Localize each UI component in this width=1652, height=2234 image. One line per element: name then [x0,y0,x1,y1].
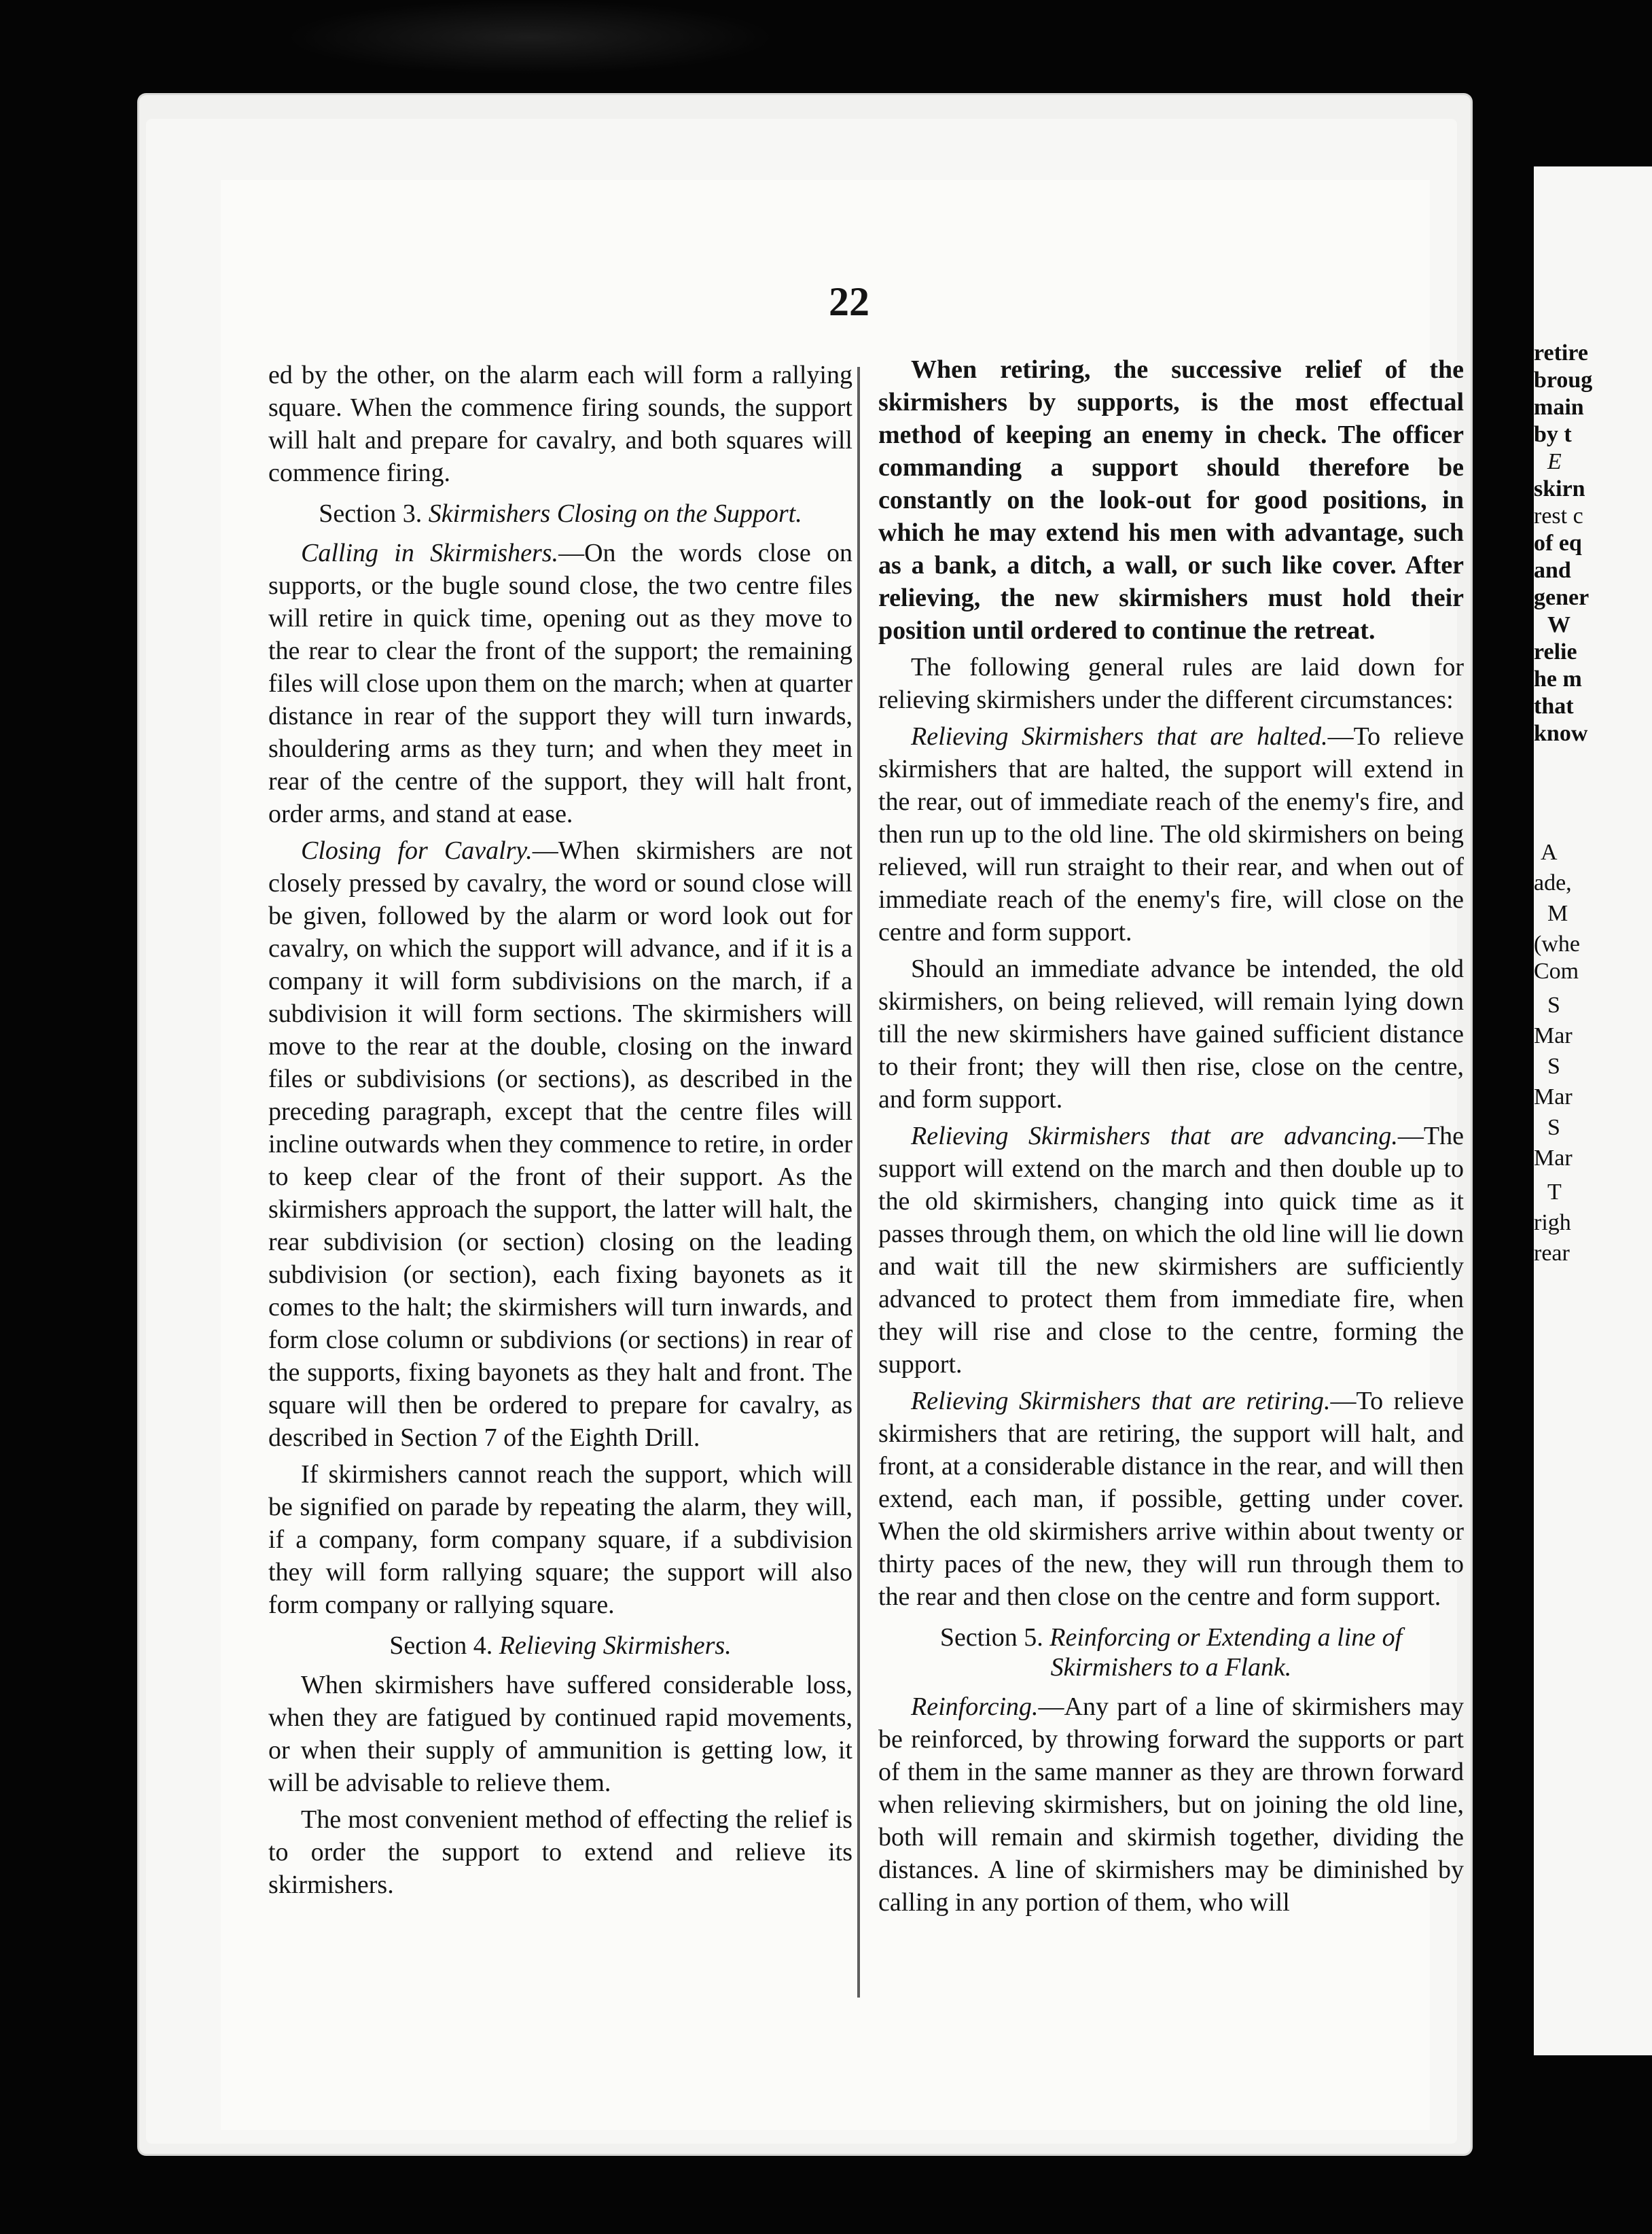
paragraph: ed by the other, on the alarm each will form a rallying square. When the commence firing sounds, the support will halt and prepare for cavalry, and both squares will commence firing. [268,361,852,487]
paragraph [878,1120,1464,1381]
column-rule [857,367,860,1998]
fragment: S [1547,1054,1560,1079]
fragment: E [1547,449,1562,474]
fragment: by t [1534,422,1572,447]
scan-shadow [285,0,774,75]
fragment: S [1547,1115,1560,1140]
paragraph [268,834,852,1454]
fragment: M [1547,901,1568,926]
fragment: rear [1534,1241,1570,1266]
paragraph-text: —To relieve skirmishers that are halted, the support will extend in the rear, out of immediate reach of the enemy's fire, and then run up to the old line. The old skirmishers on being relieved, will run straight to their rear, and when out of immediate reach of the enemy's fire, will close on the centre and form support. [878,722,1464,946]
paragraph: The following general rules are laid down for relieving skirmishers under the different circumstances: [878,653,1464,714]
section-title: Reinforcing or Extending a line of Skirmishers to a Flank. [1049,1623,1403,1682]
fragment: of eq [1534,531,1582,556]
fragment: Com [1534,959,1579,984]
fragment: relie [1534,639,1577,664]
paragraph [878,1385,1464,1613]
fragment: that [1534,694,1574,719]
fragment: W [1547,612,1570,637]
paragraph-text: —When skirmishers are not closely pressed by cavalry, the word or sound close will be given, followed by the alarm or word look out for cavalry, on which the support will advance, and if it is a company it will form subdivisions on the march, if a subdivision it will form sections. The skirmishers will move to the rear at the double, closing on the inward files or subdivisions (or sections), as described in the preceding paragraph, except that the centre files will incline outwards when they commence to retire, in order to keep clear of the front of their support. As the skirmishers approach the support, the latter will halt, the rear subdivision (or section) closing on the leading subdivision (or section), each fixing bayonets as it comes to the halt; the skirmishers will turn inwards, and form close column or subdivions (or sections) in rear of the supports, fixing bayonets as they halt and front. The square will then be ordered to prepare for cavalry, as described in Section 7 of the Eighth Drill. [268,836,853,1452]
right-column [878,353,1464,2154]
fragment: rest c [1534,503,1583,529]
page-number: 22 [829,279,869,324]
run-in-heading: Relieving Skirmishers that are halted. [911,722,1328,751]
section-label: Section 3. [319,499,423,528]
paragraph: When retiring, the successive relief of the skirmishers by supports, is the most effectual method of keeping an enemy in check. The officer commanding a support should therefore be constantly on the look-out for good positions, in which he may extend his men with advantage, such as a bank, a ditch, a wall, or such like cover. After relieving, the new skirmishers must hold their position until ordered to continue the retreat. [878,355,1464,645]
fragment: Mar [1534,1146,1573,1171]
fragment: and [1534,558,1571,583]
paragraph: Should an immediate advance be intended, the old skirmishers, on being relieved, will remain lying down till the new skirmishers have gained sufficient distance to their front; they will then rise, close on the centre, and form support. [878,955,1464,1114]
fragment: he m [1534,667,1582,692]
fragment: gener [1534,585,1590,610]
paragraph-text: —To relieve skirmishers that are retiring, the support will halt, and front, at a considerable distance in the rear, and will then extend, each man, if possible, getting under cover. When the old skirmishers arrive within about twenty or thirty paces of the new, they will run through them to the rear and then close on the centre and form support. [878,1387,1464,1611]
run-in-heading: Relieving Skirmishers that are retiring. [911,1387,1331,1415]
left-column [268,359,852,2152]
paragraph [878,720,1464,948]
fragment: S [1547,993,1560,1018]
paragraph: If skirmishers cannot reach the support, which will be signified on parade by repeating the alarm, they will, if a company, form company square, if a subdivision they will form rallying square; the support will also form company or rallying square. [268,1460,852,1619]
fragment: (whe [1534,932,1580,957]
adjacent-page [1534,166,1652,2055]
fragment: retire [1534,340,1588,366]
section-heading [268,499,852,529]
run-in-heading: Reinforcing. [911,1692,1039,1721]
fragment: skirn [1534,476,1585,501]
section-heading [268,1631,852,1661]
fragment: main [1534,395,1584,420]
fragment: Mar [1534,1084,1573,1110]
fragment: know [1534,721,1588,746]
fragment: T [1547,1180,1562,1205]
section-heading [878,1623,1464,1682]
fragment: A [1541,840,1558,865]
paragraph: The most convenient method of effecting the relief is to order the support to extend and relieve its skirmishers. [268,1805,852,1899]
fragment: righ [1534,1210,1571,1235]
run-in-heading: Relieving Skirmishers that are advancing. [911,1122,1398,1150]
paragraph-text: —Any part of a line of skirmishers may be reinforced, by throwing forward the supports or part of them in the same manner as they are thrown forward when relieving skirmishers, but on joining the old line, both will remain and skirmish together, dividing the distances. A line of skirmishers may be diminished by calling in any portion of them, who will [878,1692,1464,1917]
paragraph: When skirmishers have suffered considerable loss, when they are fatigued by continued rapid movements, or when their supply of ammunition is getting low, it will be advisable to relieve them. [268,1671,852,1797]
section-label: Section 5. [939,1623,1043,1652]
fragment: broug [1534,368,1593,393]
section-title: Skirmishers Closing on the Support. [428,499,802,528]
paragraph [268,537,852,830]
fragment: ade, [1534,870,1572,896]
section-label: Section 4. [389,1631,493,1660]
paragraph-text: —The support will extend on the march and then double up to the old skirmishers, changing into quick time as it passes through them, on which the old line will lie down and wait till the new skirmishers are sufficiently advanced to protect them from immediate fire, when they will rise and close to the centre, forming the support. [878,1122,1464,1379]
paragraph-text: —On the words close on supports, or the bugle sound close, the two centre files will retire in quick time, opening out as they move to the rear to clear the front of the support; the remaining files will close upon them on the march; when at quarter distance in rear of the support they will turn inwards, shouldering arms as they turn; and when they meet in rear of the centre of the support, they will halt front, order arms, and stand at ease. [268,539,852,828]
run-in-heading: Closing for Cavalry. [301,836,533,865]
fragment: Mar [1534,1023,1573,1048]
paragraph [878,1690,1464,1919]
run-in-heading: Calling in Skirmishers. [301,539,559,567]
section-title: Relieving Skirmishers. [499,1631,732,1660]
